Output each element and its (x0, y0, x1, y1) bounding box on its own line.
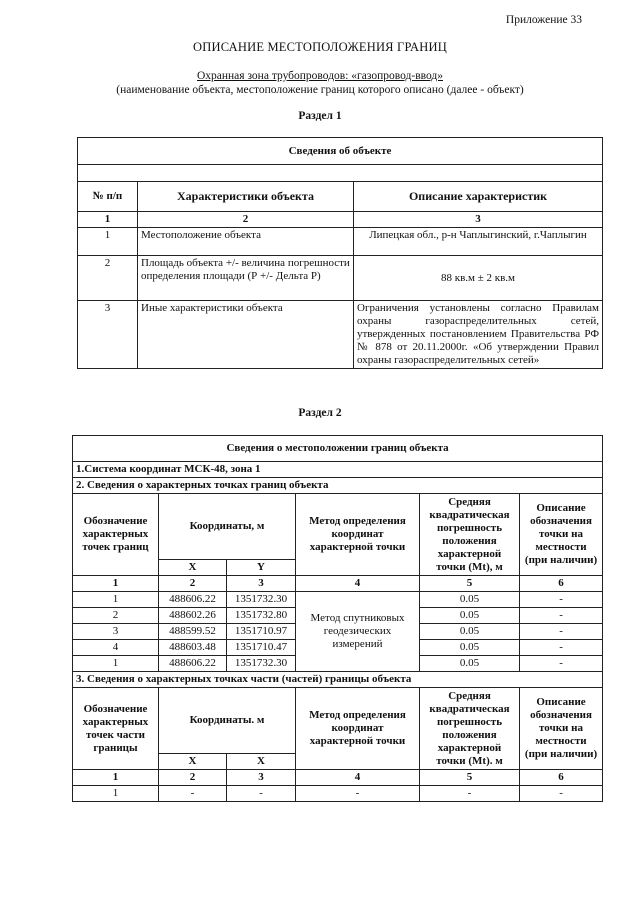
row-characteristic: Местоположение объекта (138, 228, 354, 256)
col-number: 2 (138, 212, 354, 228)
empty-row (78, 165, 603, 182)
row-description: 88 кв.м ± 2 кв.м (354, 256, 603, 301)
point-x: 488606.22 (159, 592, 227, 608)
point-description: - (520, 786, 603, 802)
point-mt: - (420, 786, 520, 802)
coordinate-system: 1.Система координат МСК-48, зона 1 (73, 462, 603, 478)
point-description: - (520, 608, 603, 624)
header-mt: Средняя квадратическая погрешность положения характерной точки (Mt). м (420, 688, 520, 770)
header-coordinates: Координаты. м (159, 688, 296, 754)
col-number: 4 (296, 576, 420, 592)
col-number: 1 (78, 212, 138, 228)
table-row (78, 256, 603, 301)
row-number: 1 (78, 228, 138, 256)
header-point-designation: Обозначение характерных точек границ (73, 494, 159, 576)
document-title: ОПИСАНИЕ МЕСТОПОЛОЖЕНИЯ ГРАНИЦ (193, 40, 447, 54)
col-number: 2 (159, 576, 227, 592)
header-number: № п/п (78, 182, 138, 212)
point-mt: 0.05 (420, 608, 520, 624)
col-number: 4 (296, 770, 420, 786)
header-point-designation: Обозначение характерных точек части границы (73, 688, 159, 770)
point-y: 1351732.30 (227, 592, 296, 608)
point-description: - (520, 624, 603, 640)
point-y: - (227, 786, 296, 802)
header-description: Описание характеристик (354, 182, 603, 212)
point-mt: 0.05 (420, 640, 520, 656)
col-number: 2 (159, 770, 227, 786)
point-id: 1 (73, 786, 159, 802)
header-mt: Средняя квадратическая погрешность положения характерной точки (Mt), м (420, 494, 520, 576)
row-characteristic: Площадь объекта +/- величина погрешности определения площади (Р +/- Дельта Р) (138, 256, 354, 301)
boundary-table-title: Сведения о местоположении границ объекта (73, 436, 603, 462)
col-number: 3 (354, 212, 603, 228)
row-description: Ограничения установлены согласно Правилам охраны газораспределительных сетей, утвержденных постановлением Правительства РФ № 878 от 20.11.2000г. «Об утверждении Правил охраны газораспределительных сетей» (354, 301, 603, 369)
object-info-table (77, 137, 603, 369)
point-description: - (520, 640, 603, 656)
section-1-heading: Раздел 1 (298, 110, 342, 122)
header-x: X (159, 754, 227, 770)
point-x: 488603.48 (159, 640, 227, 656)
table-row (78, 301, 603, 369)
boundary-table (72, 435, 603, 802)
table-row (73, 592, 603, 608)
header-y: Y (227, 560, 296, 576)
point-mt: 0.05 (420, 656, 520, 672)
row-characteristic: Иные характеристики объекта (138, 301, 354, 369)
col-number: 6 (520, 576, 603, 592)
point-id: 3 (73, 624, 159, 640)
col-number: 5 (420, 576, 520, 592)
section-2-heading: Раздел 2 (298, 407, 342, 419)
row-number: 2 (78, 256, 138, 301)
point-id: 2 (73, 608, 159, 624)
point-id: 1 (73, 656, 159, 672)
header-y: X (227, 754, 296, 770)
point-x: 488602.26 (159, 608, 227, 624)
part2-title: 2. Сведения о характерных точках границ объекта (73, 478, 603, 494)
point-method: - (296, 786, 420, 802)
header-point-description: Описание обозначения точки на местности (при наличии) (520, 494, 603, 576)
method-value: Метод спутниковых геодезических измерений (296, 592, 420, 672)
header-method: Метод определения координат характерной точки (296, 494, 420, 576)
object-name: Охранная зона трубопроводов: «газопровод-ввод» (196, 70, 444, 82)
row-description: Липецкая обл., р-н Чаплыгинский, г.Чаплыгин (354, 228, 603, 256)
header-coordinates: Координаты, м (159, 494, 296, 560)
point-mt: 0.05 (420, 592, 520, 608)
point-id: 4 (73, 640, 159, 656)
point-id: 1 (73, 592, 159, 608)
col-number: 3 (227, 770, 296, 786)
header-characteristic: Характеристики объекта (138, 182, 354, 212)
header-point-description: Описание обозначения точки на местности (при наличии) (520, 688, 603, 770)
point-y: 1351732.30 (227, 656, 296, 672)
col-number: 6 (520, 770, 603, 786)
point-x: - (159, 786, 227, 802)
point-y: 1351710.97 (227, 624, 296, 640)
header-method: Метод определения координат характерной точки (296, 688, 420, 770)
point-x: 488599.52 (159, 624, 227, 640)
header-x: X (159, 560, 227, 576)
col-number: 1 (73, 576, 159, 592)
col-number: 1 (73, 770, 159, 786)
point-y: 1351710.47 (227, 640, 296, 656)
point-mt: 0.05 (420, 624, 520, 640)
row-number: 3 (78, 301, 138, 369)
point-x: 488606.22 (159, 656, 227, 672)
col-number: 5 (420, 770, 520, 786)
object-info-table-title: Сведения об объекте (78, 138, 603, 165)
object-name-note: (наименование объекта, местоположение границ которого описано (далее - объект) (116, 84, 524, 96)
point-description: - (520, 592, 603, 608)
part3-title: 3. Сведения о характерных точках части (частей) границы объекта (73, 672, 603, 688)
annex-label: Приложение 33 (505, 14, 582, 26)
point-y: 1351732.80 (227, 608, 296, 624)
table-row (73, 786, 603, 802)
col-number: 3 (227, 576, 296, 592)
point-description: - (520, 656, 603, 672)
table-row (78, 228, 603, 256)
